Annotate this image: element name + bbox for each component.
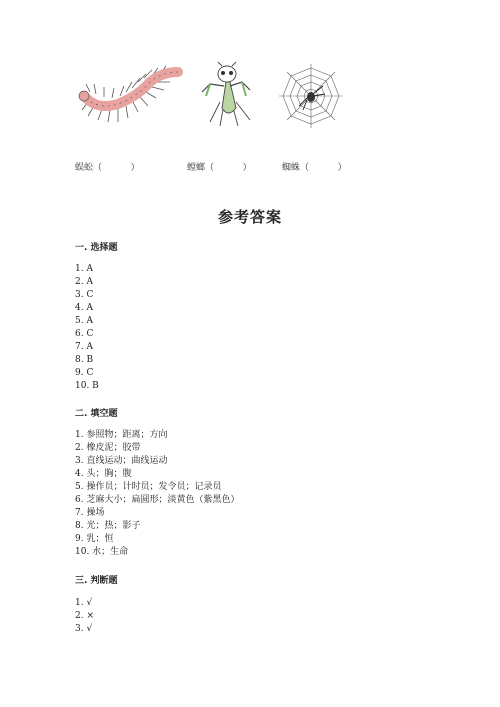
answer-item: 10. 水；生命 (75, 547, 129, 557)
answer-item: 10. B (75, 381, 99, 391)
true-false-answers (75, 597, 94, 636)
fill-blank-answers (75, 429, 239, 559)
answer-item: 4. A (75, 303, 93, 313)
answer-item: 2. × (75, 611, 94, 621)
section-true-false-title: 三. 判断题 (75, 576, 118, 586)
answer-item: 7. A (75, 342, 93, 352)
multiple-choice-answers (75, 263, 99, 393)
answer-item: 6. C (75, 329, 94, 339)
answer-item: 8. 光；热；影子 (75, 521, 141, 531)
answer-item: 3. √ (75, 624, 93, 634)
answer-item: 2. A (75, 277, 93, 287)
answer-item: 9. C (75, 368, 94, 378)
section-fill-blank-title: 二. 填空题 (75, 409, 118, 419)
answer-item: 3. C (75, 290, 94, 300)
answer-item: 7. 操场 (75, 508, 105, 518)
answer-item: 8. B (75, 355, 94, 365)
spider-label: 蜘蛛（ ） (282, 163, 347, 173)
centipede-label: 蜈蚣（ ） (75, 163, 140, 173)
answer-key-title: 参考答案 (217, 208, 282, 226)
answer-item: 1. A (75, 264, 93, 274)
answer-item: 6. 芝麻大小；扁圆形；淡黄色（紫黑色） (75, 495, 240, 505)
mantis-illustration (192, 62, 262, 134)
answer-item: 1. √ (75, 598, 93, 608)
answer-item: 5. A (75, 316, 93, 326)
centipede-illustration (78, 62, 188, 132)
answer-item: 1. 参照物；距离；方向 (75, 430, 168, 440)
answer-item: 3. 直线运动；曲线运动 (75, 456, 168, 466)
section-multiple-choice-title: 一. 选择题 (75, 243, 118, 253)
spider-illustration (277, 62, 345, 130)
answer-item: 5. 操作员；计时员；发令员；记录员 (75, 482, 222, 492)
answer-item: 9. 乳；恒 (75, 534, 114, 544)
mantis-label: 螳螂（ ） (187, 163, 252, 173)
answer-item: 4. 头；胸；腹 (75, 469, 132, 479)
answer-item: 2. 橡皮泥；胶带 (75, 443, 141, 453)
